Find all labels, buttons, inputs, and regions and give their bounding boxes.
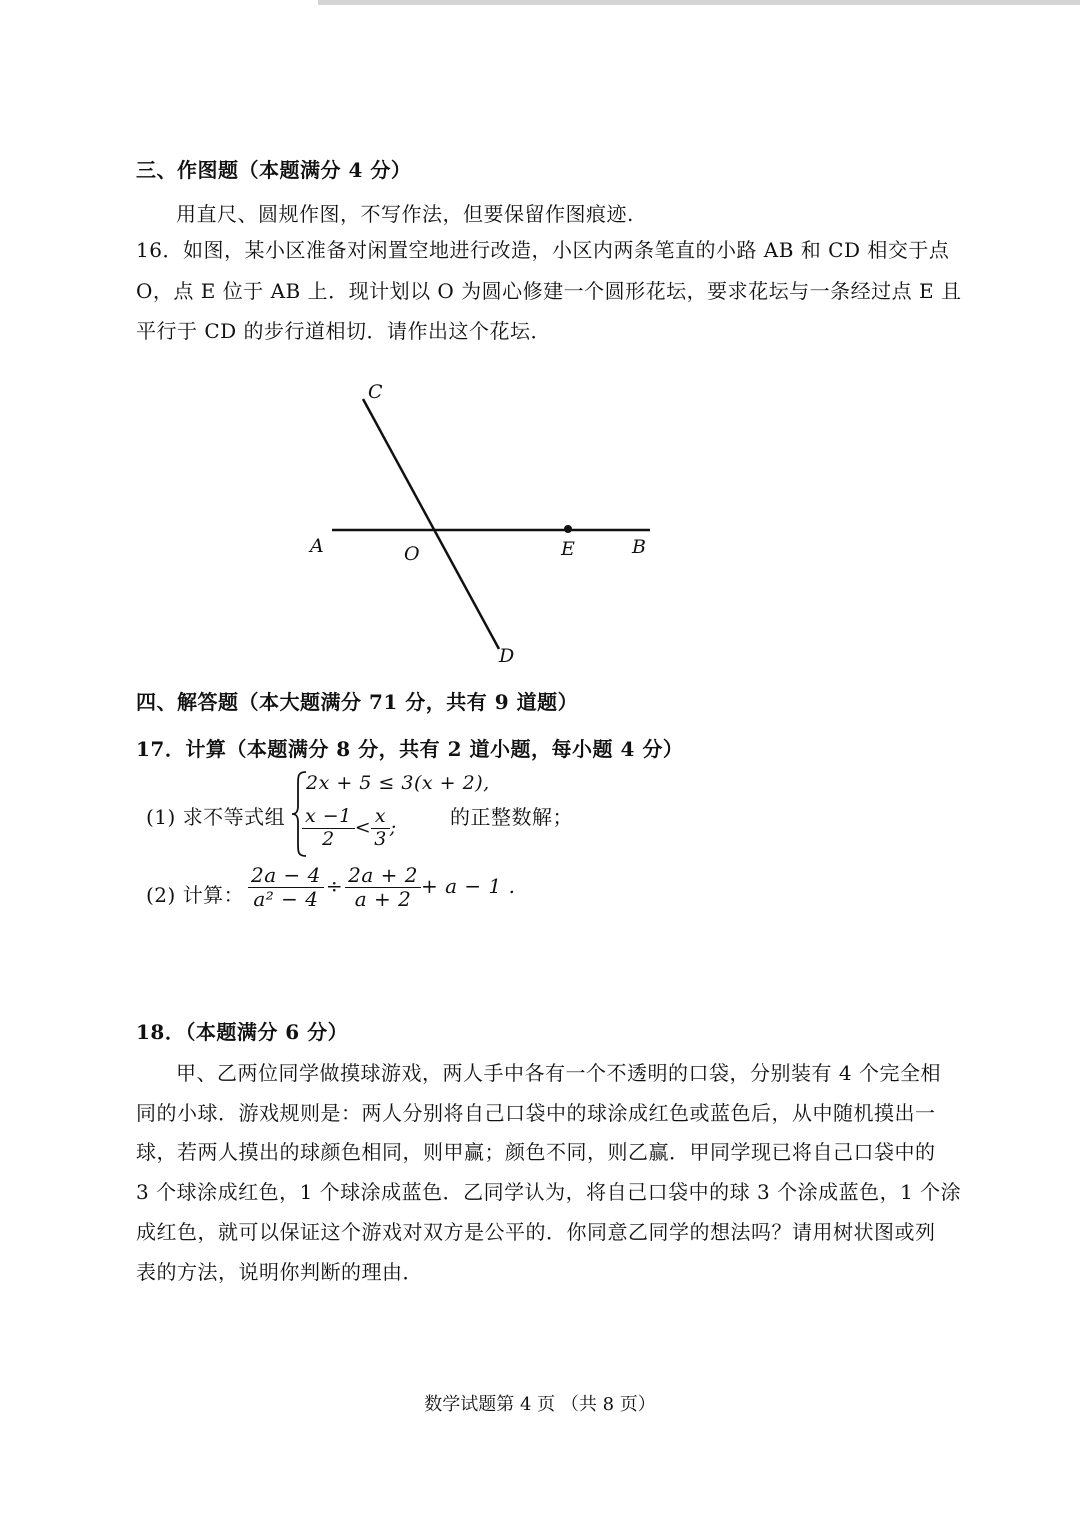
q17-title: 17．计算（本题满分 8 分，共有 2 道小题，每小题 4 分）: [136, 737, 684, 761]
q18-line-1: 甲、乙两位同学做摸球游戏，两人手中各有一个不透明的口袋，分别装有 4 个完全相: [176, 1061, 941, 1085]
ineq2-left-numerator: x −1: [302, 806, 355, 829]
section-3-instruction: 用直尺、圆规作图，不写作法，但要保留作图痕迹.: [176, 202, 634, 226]
ineq2-right-denominator: 3: [374, 827, 387, 850]
ineq2-right-fraction: [371, 806, 390, 851]
q18-line-5: 成红色，就可以保证这个游戏对双方是公平的．你同意乙同学的想法吗？请用树状图或列: [136, 1220, 936, 1244]
expr-fraction-2: [345, 864, 421, 911]
q17-part2-expression: [248, 864, 515, 911]
expr-fraction-2-numerator: 2a + 2: [345, 864, 421, 888]
expr-divide-operator: ÷: [325, 874, 344, 898]
expr-fraction-1-denominator: a² − 4: [253, 887, 319, 911]
q18-line-3: 球，若两人摸出的球颜色相同，则甲赢；颜色不同，则乙赢．甲同学现已将自己口袋中的: [136, 1140, 936, 1164]
label-a: A: [310, 535, 324, 557]
ineq2-left-denominator: 2: [322, 827, 335, 850]
expr-tail: + a − 1 .: [420, 874, 516, 898]
expr-fraction-1-numerator: 2a − 4: [248, 864, 324, 888]
q16-line-3: 平行于 CD 的步行道相切．请作出这个花坛．: [136, 319, 552, 343]
expr-fraction-2-denominator: a + 2: [354, 887, 412, 911]
page-footer: 数学试题第 4 页 （共 8 页）: [424, 1394, 656, 1415]
label-d: D: [499, 645, 515, 667]
q16-figure: [0, 0, 1080, 700]
label-e: E: [561, 538, 575, 560]
section-4-title: 四、解答题（本大题满分 71 分，共有 9 道题）: [136, 690, 579, 714]
ineq2-operator: <: [354, 816, 372, 839]
q18-line-6: 表的方法，说明你判断的理由．: [136, 1260, 423, 1284]
section-3-title: 三、作图题（本题满分 4 分）: [136, 158, 412, 182]
label-o: O: [404, 543, 420, 565]
inequality-2: [302, 806, 397, 851]
q16-line-2: O，点 E 位于 AB 上．现计划以 O 为圆心修建一个圆形花坛，要求花坛与一条经过点 E 且: [136, 279, 962, 303]
q18-line-2: 同的小球．游戏规则是：两人分别将自己口袋中的球涂成红色或蓝色后，从中随机摸出一: [136, 1101, 936, 1125]
q17-part2-label: (2) 计算：: [146, 883, 245, 907]
ineq2-left-fraction: [302, 806, 355, 851]
inequality-1: 2x + 5 ≤ 3(x + 2),: [306, 772, 490, 794]
q16-line-1: 16．如图，某小区准备对闲置空地进行改造，小区内两条笔直的小路 AB 和 CD 相交于点: [136, 238, 950, 262]
q18-line-4: 3 个球涂成红色，1 个球涂成蓝色．乙同学认为，将自己口袋中的球 3 个涂成蓝色，1 个涂: [136, 1180, 962, 1204]
q18-title: 18．（本题满分 6 分）: [136, 1020, 349, 1044]
label-c: C: [368, 381, 383, 403]
point-e: [564, 525, 572, 533]
expr-fraction-1: [248, 864, 324, 911]
label-b: B: [632, 536, 646, 558]
ineq2-right-numerator: x: [371, 806, 390, 829]
line-cd: [363, 399, 499, 649]
q17-part1-suffix: 的正整数解；: [450, 805, 573, 829]
q17-part1-label: (1) 求不等式组: [146, 805, 286, 829]
ineq2-end: ;: [389, 816, 397, 839]
